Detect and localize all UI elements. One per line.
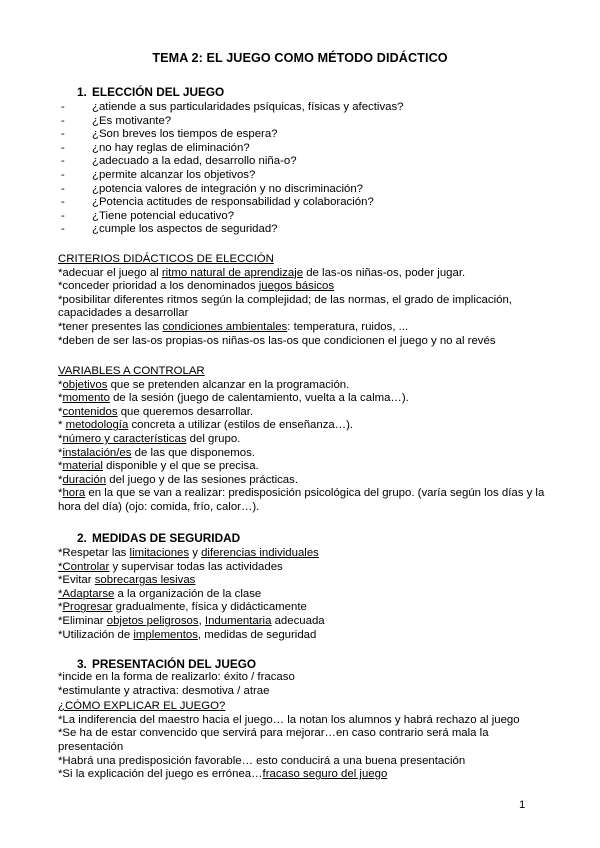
presentacion-line: *Se ha de estar convencido que servirá para mejorar…en caso contrario será mala la presentación <box>58 727 489 753</box>
variable-line: *instalación/es de las que disponemos. <box>58 446 255 459</box>
seguridad-block <box>58 547 548 642</box>
seguridad-line: *Progresar gradualmente, física y didácticamente <box>58 601 307 614</box>
section-2-title: MEDIDAS DE SEGURIDAD <box>92 531 241 545</box>
variable-line: *material disponible y el que se precisa. <box>58 460 259 473</box>
list-item: - ¿Tiene potencial educativo? <box>61 209 235 222</box>
section-2-number: 2. <box>77 531 87 545</box>
variable-line: *hora en la que se van a realizar: predisposición psicológica del grupo. (varía según los días y la hora del día) (ojo: comida, frío, calor…). <box>58 487 545 513</box>
criterios-block <box>58 253 548 348</box>
list-item: - ¿Es motivante? <box>61 114 172 127</box>
presentacion-subheading: ¿CÓMO EXPLICAR EL JUEGO? <box>58 700 226 713</box>
presentacion-line: *estimulante y atractiva: desmotiva / atrae <box>58 684 270 697</box>
section-1-title: ELECCIÓN DEL JUEGO <box>92 85 225 99</box>
variable-line: * metodología concreta a utilizar (estilos de enseñanza…). <box>58 419 354 432</box>
presentacion-line: *La indiferencia del maestro hacia el juego… la notan los alumnos y habrá rechazo al juego <box>58 713 520 726</box>
section-1-heading <box>77 86 224 100</box>
variable-line: *contenidos que queremos desarrollar. <box>58 405 254 418</box>
seguridad-line: *Respetar las limitaciones y diferencias individuales <box>58 547 319 559</box>
list-item: - ¿Son breves los tiempos de espera? <box>61 128 278 141</box>
variables-block <box>58 365 548 515</box>
criterio-line: *posibilitar diferentes ritmos según la complejidad; de las normas, el grado de implicación, capacidades a desarrollar <box>58 293 512 320</box>
presentacion-line: *Habrá una predisposición favorable… esto conducirá a una buena presentación <box>58 754 466 767</box>
seguridad-line: *Controlar y supervisar todas las actividades <box>58 560 283 573</box>
variable-line: *objetivos que se pretenden alcanzar en la programación. <box>58 378 350 391</box>
list-item: - ¿Potencia actitudes de responsabilidad y colaboración? <box>61 196 374 209</box>
seguridad-line: *Adaptarse a la organización de la clase <box>58 587 262 600</box>
seguridad-line: *Utilización de implementos, medidas de seguridad <box>58 628 317 641</box>
section-3-heading <box>77 658 256 672</box>
criterio-line: *tener presentes las condiciones ambientales: temperatura, ruidos, ... <box>58 320 409 333</box>
variable-line: *número y características del grupo. <box>58 432 241 445</box>
list-item: - ¿adecuado a la edad, desarrollo niña-o? <box>61 155 297 168</box>
page-number: 1 <box>519 799 526 811</box>
presentacion-block <box>58 671 548 782</box>
section-3-title: PRESENTACIÓN DEL JUEGO <box>92 657 257 671</box>
presentacion-line: *incide en la forma de realizarlo: éxito / fracaso <box>58 671 295 683</box>
page-title: TEMA 2: EL JUEGO COMO MÉTODO DIDÁCTICO <box>152 51 448 65</box>
criterio-line: *conceder prioridad a los denominados juegos básicos <box>58 280 335 293</box>
section-1-number: 1. <box>77 85 87 99</box>
seguridad-line: *Evitar sobrecargas lesivas <box>58 574 196 587</box>
list-item: - ¿atiende a sus particularidades psíquicas, físicas y afectivas? <box>61 101 404 113</box>
list-item: - ¿potencia valores de integración y no discriminación? <box>61 182 363 195</box>
criterio-line: *adecuar el juego al ritmo natural de aprendizaje de las-os niñas-os, poder jugar. <box>58 266 466 279</box>
variable-line: *momento de la sesión (juego de calentamiento, vuelta a la calma…). <box>58 392 409 405</box>
section-1-list <box>61 101 404 237</box>
list-item: - ¿permite alcanzar los objetivos? <box>61 168 256 181</box>
variables-heading: VARIABLES A CONTROLAR <box>58 365 205 377</box>
criterio-line: *deben de ser las-os propias-os niñas-os las-os que condicionen el juego y no al revés <box>58 334 496 347</box>
section-3-number: 3. <box>77 657 87 671</box>
criterios-heading: CRITERIOS DIDÁCTICOS DE ELECCIÓN <box>58 253 274 265</box>
seguridad-line: *Eliminar objetos peligrosos, Indumentaria adecuada <box>58 614 325 627</box>
list-item: - ¿no hay reglas de eliminación? <box>61 141 250 154</box>
variable-line: *duración del juego y de las sesiones prácticas. <box>58 473 298 486</box>
section-2-heading <box>77 532 240 546</box>
presentacion-line: *Si la explicación del juego es errónea…fracaso seguro del juego <box>58 768 388 781</box>
list-item: - ¿cumple los aspectos de seguridad? <box>61 223 278 236</box>
